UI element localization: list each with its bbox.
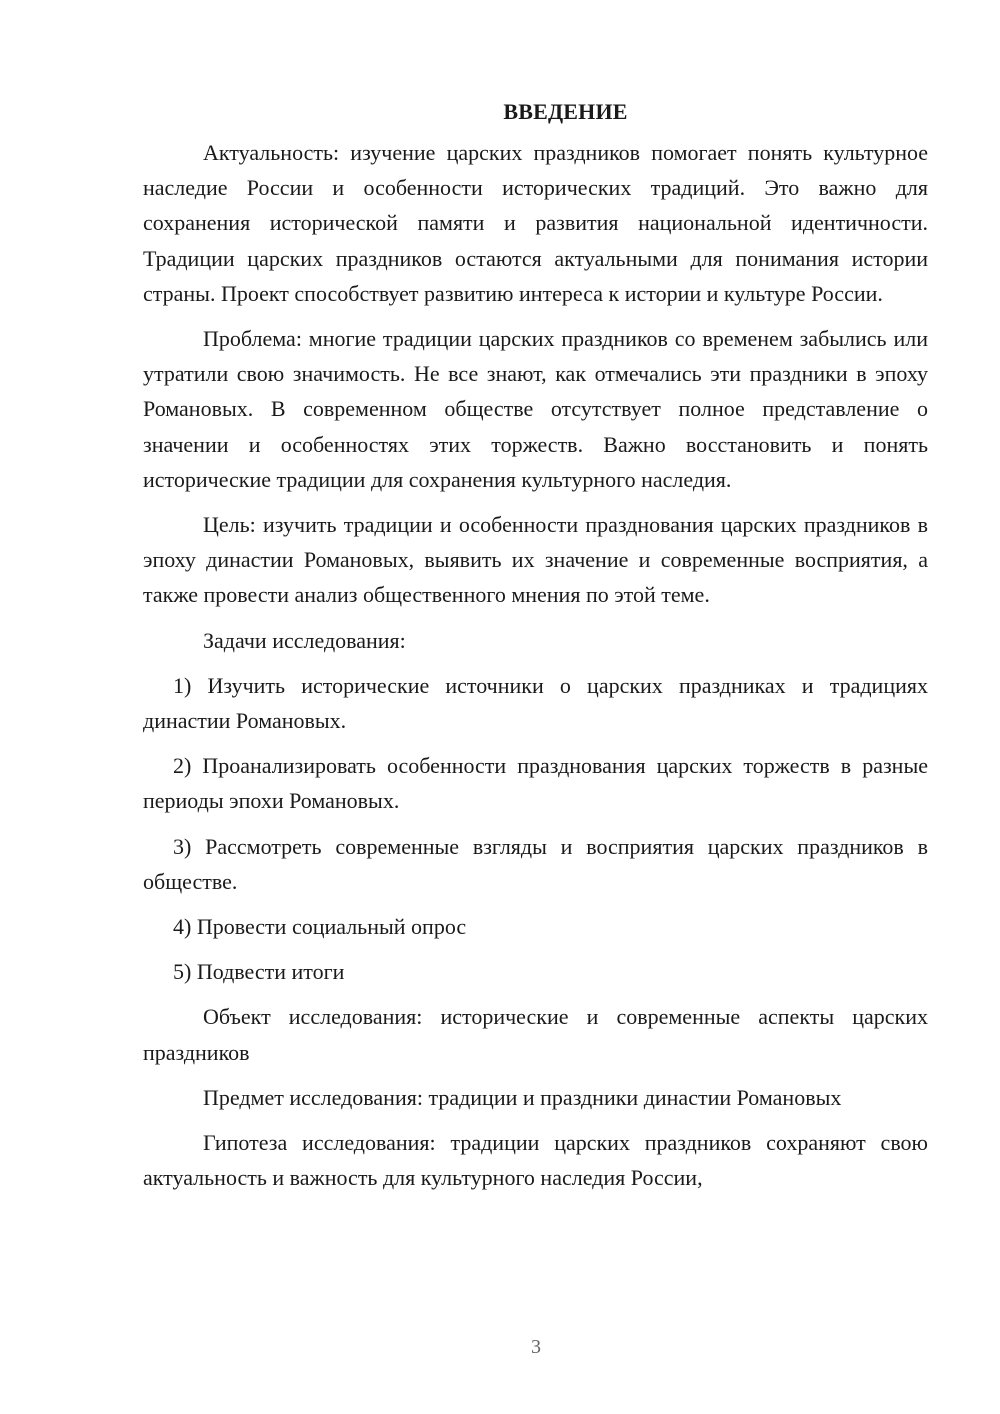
goal-paragraph: Цель: изучить традиции и особенности празднования царских праздников в эпоху династии Романовых, выявить их значение и современные восприятия, а также провести анализ общественного мнения по этой теме. xyxy=(143,512,928,608)
hypothesis-paragraph: Гипотеза исследования: традиции царских праздников сохраняют свою актуальность и важность для культурного наследия России, xyxy=(143,1130,928,1191)
section-heading: ВВЕДЕНИЕ xyxy=(503,99,628,124)
problem-paragraph: Проблема: многие традиции царских праздников со временем забылись или утратили свою значимость. Не все знают, как отмечались эти праздники в эпоху Романовых. В современном обществе отсутствует полное представление о значении и особенностях этих торжеств. Важно восстановить и понять исторические традиции для сохранения культурного наследия. xyxy=(143,326,928,492)
object-paragraph: Объект исследования: исторические и современные аспекты царских праздников xyxy=(143,1004,928,1065)
tasks-intro-paragraph: Задачи исследования: xyxy=(203,627,406,653)
task-item-2: 2) Проанализировать особенности празднования царских торжеств в разные периоды эпохи Романовых. xyxy=(143,753,928,814)
page-content xyxy=(143,94,928,1205)
relevance-paragraph: Актуальность: изучение царских праздников помогает понять культурное наследие России и особенности исторических традиций. Это важно для сохранения исторической памяти и развития национальной идентичности. Традиции царских праздников остаются актуальными для понимания истории страны. Проект способствует развитию интереса к истории и культуре России. xyxy=(143,140,928,306)
subject-paragraph: Предмет исследования: традиции и праздники династии Романовых xyxy=(203,1084,842,1110)
task-item-1: 1) Изучить исторические источники о царских праздниках и традициях династии Романовых. xyxy=(143,672,928,734)
task-item-4: 4) Провести социальный опрос xyxy=(173,914,467,940)
page-number: 3 xyxy=(531,1336,541,1358)
task-item-5: 5) Подвести итоги xyxy=(173,959,345,985)
task-item-3: 3) Рассмотреть современные взгляды и восприятия царских праздников в обществе. xyxy=(143,833,928,894)
